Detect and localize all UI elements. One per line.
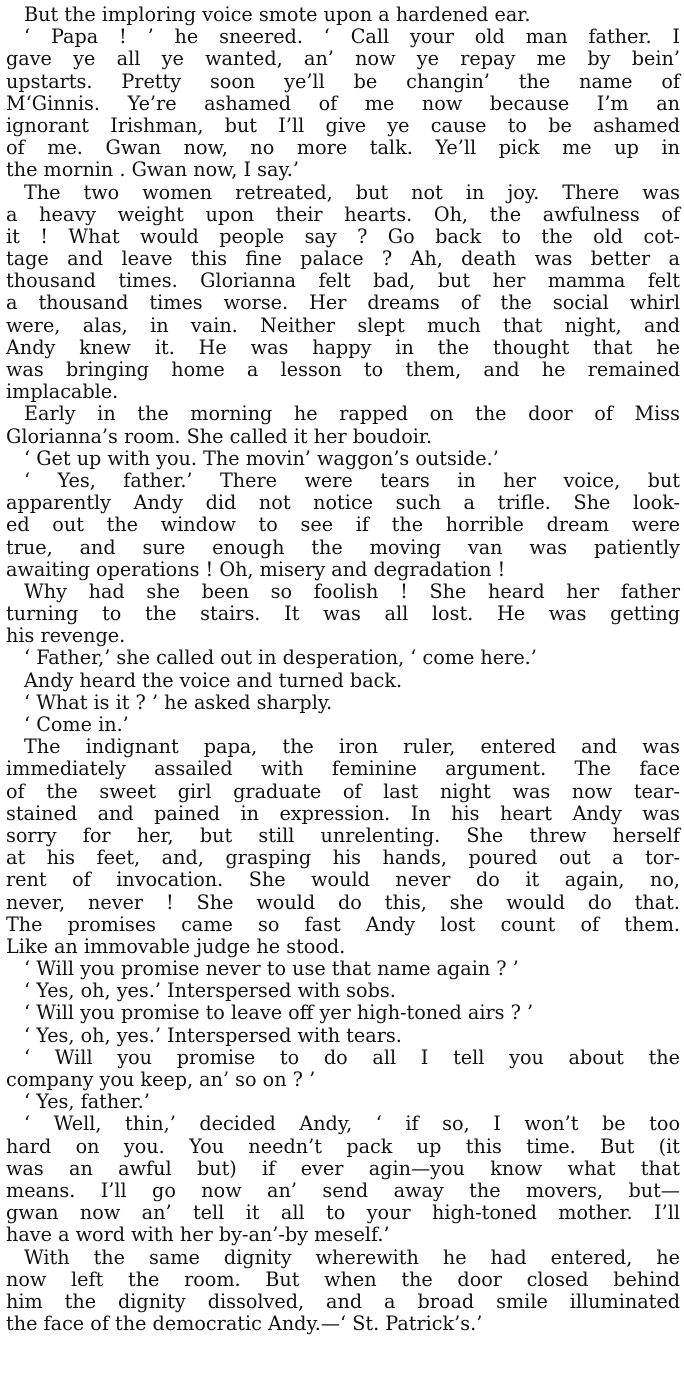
text-line: ‘ Father,’ she called out in desperation, ‘ come here.’ [24, 646, 537, 670]
article-paragraph [6, 4, 680, 26]
text-line: thousand times. Glorianna felt bad, but her mamma felt [6, 269, 680, 293]
article-paragraph [6, 647, 680, 669]
text-line: means. I’ll go now an’ send away the movers, but— [6, 1178, 680, 1202]
text-line: rent of invocation. She would never do it again, no, [6, 868, 680, 892]
article-paragraph [6, 1091, 680, 1113]
text-line: Early in the morning he rapped on the door of Miss [24, 402, 680, 426]
text-line: Like an immovable judge he stood. [6, 934, 346, 958]
text-line: ed out the window to see if the horrible dream were [6, 513, 680, 537]
text-line: But the imploring voice smote upon a hardened ear. [24, 3, 531, 26]
text-line: ‘ Yes, oh, yes.’ Interspersed with sobs. [24, 979, 396, 1003]
text-line: his revenge. [6, 624, 126, 648]
text-line: ‘ Will you promise never to use that name again ? ’ [24, 957, 519, 981]
text-line: The indignant papa, the iron ruler, entered and was [24, 735, 680, 759]
article-paragraph [6, 736, 680, 958]
text-line: ‘ Will you promise to leave off yer high-toned airs ? ’ [24, 1001, 534, 1025]
text-line: was bringing home a lesson to them, and he remained [6, 358, 680, 381]
text-line: the mornin . Gwan now, I say.’ [6, 158, 299, 182]
text-line: ‘ Yes, father.’ [24, 1090, 150, 1114]
text-line: gwan now an’ tell it all to your high-toned mother. I’ll [6, 1201, 680, 1225]
article-paragraph [6, 470, 680, 581]
text-line: it ! What would people say ? Go back to the old cot- [6, 224, 680, 248]
text-line: ‘ Come in.’ [24, 713, 129, 736]
text-line: a thousand times worse. Her dreams of the social whirl [6, 291, 680, 315]
article-paragraph [6, 1025, 680, 1047]
text-line: Glorianna’s room. She called it her boudoir. [6, 424, 433, 448]
text-line: have a word with her by-an’-by meself.’ [6, 1223, 390, 1247]
text-line: him the dignity dissolved, and a broad smile illuminated [6, 1289, 680, 1313]
article-paragraph [6, 714, 680, 736]
text-line: implacable. [6, 380, 119, 404]
article-paragraph [6, 1002, 680, 1024]
text-line: the face of the democratic Andy.—‘ St. Patrick’s.’ [6, 1312, 483, 1336]
article-paragraph [6, 980, 680, 1002]
text-line: With the same dignity wherewith he had entered, he [24, 1245, 680, 1269]
text-line: a heavy weight upon their hearts. Oh, the awfulness of [6, 202, 680, 226]
text-line: upstarts. Pretty soon ye’ll be changin’ the name of [6, 69, 680, 93]
text-line: gave ye all ye wanted, an’ now ye repay me by bein’ [6, 47, 680, 71]
text-line: Andy knew it. He was happy in the thought that he [6, 335, 680, 359]
text-line: The two women retreated, but not in joy. There was [24, 180, 680, 204]
text-line: apparently Andy did not notice such a trifle. She look- [6, 491, 680, 515]
text-line: ‘ Get up with you. The movin’ waggon’s outside.’ [24, 446, 499, 470]
text-line: were, alas, in vain. Neither slept much that night, and [6, 313, 680, 337]
article-paragraph [6, 670, 680, 692]
text-line: Why had she been so foolish ! She heard her father [24, 579, 680, 603]
article-paragraph [6, 182, 680, 404]
article-paragraph [6, 403, 680, 447]
text-line: turning to the stairs. It was all lost. He was getting [6, 602, 680, 626]
text-line: now left the room. But when the door closed behind [6, 1267, 680, 1291]
text-line: company you keep, an’ so on ? ’ [6, 1068, 316, 1091]
article-paragraph [6, 958, 680, 980]
text-line: was an awful but) if ever agin—you know what that [6, 1156, 680, 1180]
text-line: M‘Ginnis. Ye’re ashamed of me now because I’m an [6, 91, 680, 115]
text-line: ‘ What is it ? ’ he asked sharply. [24, 690, 333, 714]
text-line: ‘ Yes, father.’ There were tears in her voice, but [24, 468, 680, 492]
text-line: at his feet, and, grasping his hands, poured out a tor- [6, 846, 680, 870]
article-paragraph [6, 581, 680, 648]
article-paragraph [6, 692, 680, 714]
text-line: ‘ Papa ! ’ he sneered. ‘ Call your old man father. I [24, 25, 680, 49]
text-line: sorry for her, but still unrelenting. She threw herself [6, 823, 680, 847]
text-line: The promises came so fast Andy lost count of them. [6, 912, 680, 936]
text-line: Andy heard the voice and turned back. [24, 668, 403, 692]
text-line: stained and pained in expression. In his heart Andy was [6, 801, 680, 825]
text-line: ‘ Will you promise to do all I tell you about the [24, 1045, 680, 1069]
article-column [6, 4, 680, 1335]
text-line: awaiting operations ! Oh, misery and degradation ! [6, 557, 506, 581]
text-line: ‘ Yes, oh, yes.’ Interspersed with tears. [24, 1023, 402, 1047]
article-paragraph [6, 448, 680, 470]
article-paragraph [6, 26, 680, 181]
article-paragraph [6, 1047, 680, 1091]
text-line: of me. Gwan now, no more talk. Ye’ll pick me up in [6, 136, 680, 160]
text-line: tage and leave this fine palace ? Ah, death was better a [6, 247, 680, 271]
text-line: immediately assailed with feminine argument. The face [6, 757, 680, 781]
text-line: hard on you. You needn’t pack up this time. But (it [6, 1134, 680, 1158]
article-paragraph [6, 1247, 680, 1336]
text-line: ignorant Irishman, but I’ll give ye cause to be ashamed [6, 113, 680, 137]
text-line: never, never ! She would do this, she would do that. [6, 890, 680, 914]
text-line: true, and sure enough the moving van was patiently [6, 535, 680, 559]
text-line: of the sweet girl graduate of last night was now tear- [6, 779, 680, 803]
text-line: ‘ Well, thin,’ decided Andy, ‘ if so, I won’t be too [24, 1112, 680, 1136]
article-paragraph [6, 1113, 680, 1246]
